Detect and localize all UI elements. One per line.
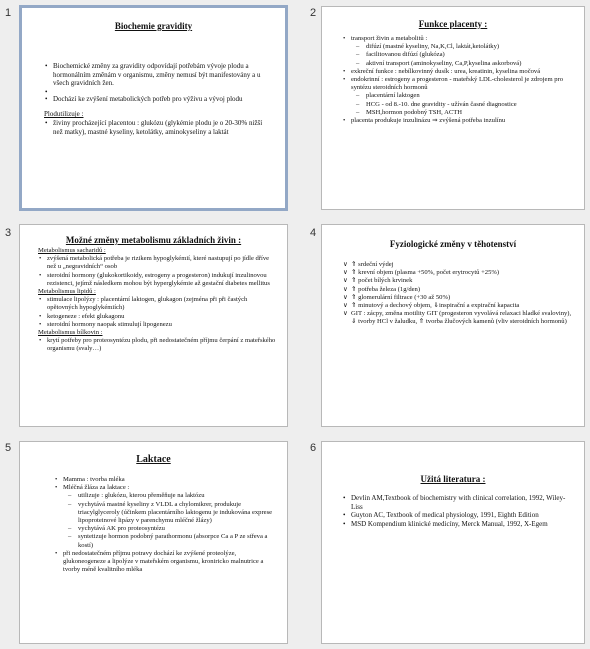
sub-bullet-item: – aktivní transport (aminokyseliny, Ca,P,kyselina askorbová) — [342, 60, 574, 68]
sub-bullet-item: – facilitovanou difúzí (glukóza) — [342, 51, 574, 59]
bullet-item: • steroidní hormony naopak stimulují lipogenezu — [38, 321, 276, 329]
slide-number-2: 2 — [310, 7, 317, 19]
sub-bullet-item: – vychytává mastné kyseliny z VLDL a chylomikrer, produkuje triacylglyceroly (účinkem placentárního laktogenu je indukována exprese lipoproteinové lipázy v parenchymu mléčné žlázy) — [54, 501, 276, 526]
reference-item: • Devlin AM,Textbook of biochemistry with clinical correlation, 1992, Wiley-Liss — [342, 494, 570, 511]
sub-bullet-item: – utilizuje : glukózu, kterou přeměňuje na laktózu — [54, 492, 276, 500]
section-heading: Metabolismus lipidů : — [38, 288, 96, 296]
bullet-item: ∨ ⇑ potřeba železa (1g/den) — [342, 286, 574, 294]
slide-thumbnail-5[interactable] — [19, 441, 288, 644]
bullet-item: • ketogeneze : efekt glukagonu — [38, 313, 276, 321]
sub-bullet-item: – difúzí (mastné kyseliny, Na,K,Cl, laktát,ketolátky) — [342, 43, 574, 51]
slide-title: Fyziologické změny v těhotenství — [389, 239, 517, 249]
bullet-item: • Mléčná žláza za laktace : — [54, 484, 276, 492]
sub-heading: Plodutilizuje : — [44, 110, 84, 119]
bullet-item: ∨ ⇑ glomerulární filtrace (+30 až 50%) — [342, 294, 574, 302]
bullet-item: ∨ GIT : zácpy, změna motility GIT (progesteron vyvolává relaxaci hladké svaloviny), ⇓ tvorby HCl v žaludku, ⇑ tvorba žlučových kamenů (vliv steroidních hormonů) — [342, 310, 574, 326]
bullet-item: ∨ ⇑ počet bílých krvinek — [342, 277, 574, 285]
bullet-item: • steroidní hormony (glukokortikoidy, estrogeny a progesteron) indukují inzulinovou rezistenci, jejímž následkem mohou být hyperglykémie až gestační diabetes mellitus — [38, 272, 276, 288]
slide-number-4: 4 — [310, 227, 317, 239]
bullet-item: • transport živin a metabolitů : — [342, 35, 574, 43]
bullet-item: • endokrinní : estrogeny a progesteron - mateřský LDL-cholesterol je zdrojem pro syntézu steroidních hormonů — [342, 76, 574, 92]
slide-title: Biochemie gravidity — [114, 21, 193, 31]
bullet-item: • exkreční funkce : nebílkovinný dusík : urea, kreatinin, kyselina močová — [342, 68, 574, 76]
bullet-item: • Mamma : tvorba mléka — [54, 476, 276, 484]
slide-title: Laktace — [136, 454, 171, 465]
slide-body — [342, 35, 574, 125]
bullet-item: • zvýšená metabolická potřeba je rizikem hypoglykémií, které nastupují po jídle dříve než u „negravidních“ osob — [38, 255, 276, 271]
bullet-item: • při nedostatečném příjmu potravy dochází ke zvýšené proteolýze, glukoneogeneze a lipolýze v mateřském organismu, kroniricko malnutrice a tvorby méně kvalitního mléka — [54, 550, 276, 575]
bullet-item: • krytí potřeby pro proteosyntézu plodu, při nedostatečném příjmu čerpání z mateřského organismu (svaly…) — [38, 337, 276, 353]
bullet-item: • Biochemické změny za gravidity odpovídají potřebám vývoje plodu a hormonálním změnám v organismu, změny nemusí být manifestovány a u všech gravidních žen. — [44, 62, 272, 88]
sub-bullet-item: – placentární laktogen — [342, 92, 574, 100]
sub-bullet-item: – vychytává AK pro proteosyntézu — [54, 525, 276, 533]
bullet-item: • placenta produkuje inzulinázu ⇒ zvýšená potřeba inzulínu — [342, 117, 574, 125]
bullet-item: • Dochází ke zvýšení metabolických potřeb pro výživu a vývoj plodu — [44, 95, 272, 104]
reference-item: • MSD Kompendium klinické medicíny, Merck Manual, 1992, X-Egem — [342, 520, 570, 529]
slide-thumbnail-3[interactable] — [19, 224, 288, 427]
slide-number-5: 5 — [5, 442, 12, 454]
slide-body — [44, 62, 272, 136]
slide-thumbnail-4[interactable] — [321, 224, 585, 427]
slide-number-1: 1 — [5, 7, 12, 19]
slide-title: Funkce placenty : — [418, 19, 488, 29]
slide-body — [342, 261, 574, 327]
slide-body — [38, 247, 276, 354]
reference-item: • Guyton AC, Textbook of medical physiology, 1991, Eighth Edition — [342, 511, 570, 520]
slide-title: Možné změny metabolismu základních živin : — [65, 235, 242, 245]
slide-number-3: 3 — [5, 227, 12, 239]
slide-number-6: 6 — [310, 442, 317, 454]
slide-body — [342, 494, 570, 528]
section-heading: Metabolismus bílkovin : — [38, 329, 103, 337]
bullet-item: • stimulace lipolýzy : placentární laktogen, glukagon (zejména při při častých opětovných hypoglykémiích) — [38, 296, 276, 312]
slide-thumbnail-2[interactable] — [321, 6, 585, 210]
bullet-item: ∨ ⇑ krevní objem (plasma +50%, počet erytrocytů +25%) — [342, 269, 574, 277]
slide-thumbnail-1[interactable] — [19, 5, 288, 211]
sub-bullet-item: – HCG - od 8.-10. dne gravidity - užíván časné diagnostice — [342, 101, 574, 109]
slide-thumbnail-6[interactable] — [321, 441, 585, 644]
bullet-item: • živiny procházející placentou : glukózu (glykémie plodu je o 20-30% nižší než matky), mastné kyseliny, ketolátky, aminokyseliny a laktát — [44, 119, 272, 136]
section-heading: Metabolismus sacharidů : — [38, 247, 106, 254]
slide-body — [54, 476, 276, 574]
bullet-item: ∨ ⇑ srdeční výdej — [342, 261, 574, 269]
sub-bullet-item: – syntetizuje hormon podobný parathormonu (absorpce Ca a P ze střeva a kostí) — [54, 533, 276, 549]
bullet-item: ∨ ⇑ minutový a dechový objem, ⇓inspirační a expirační kapacita — [342, 302, 574, 310]
sub-bullet-item: – MSH,hormon podobný TSH, ACTH — [342, 109, 574, 117]
slide-title: Užitá literatura : — [420, 474, 486, 484]
